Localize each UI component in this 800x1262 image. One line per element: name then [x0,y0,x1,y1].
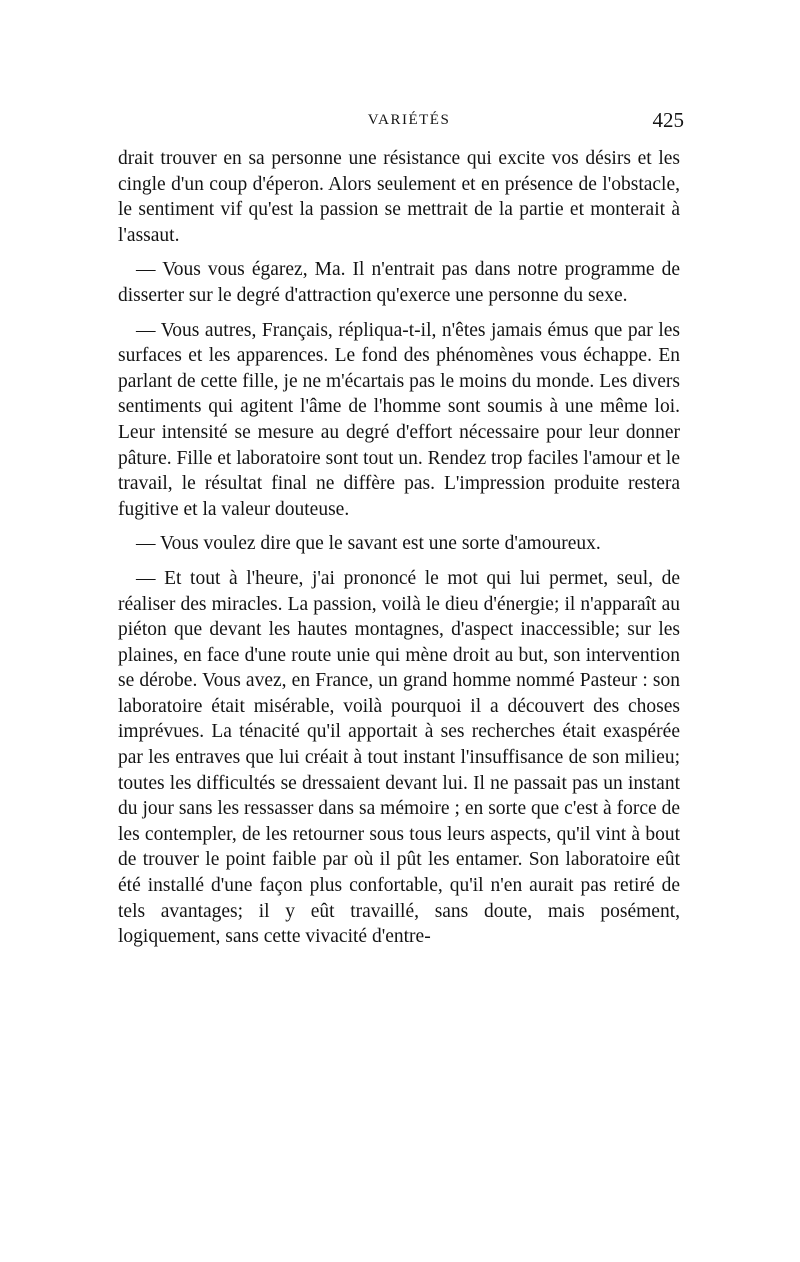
body-text [118,146,680,950]
paragraph-dialogue: — Et tout à l'heure, j'ai prononcé le mot qui lui permet, seul, de réaliser des miracles. La passion, voilà le dieu d'énergie; il n'apparaît au piéton que devant les hautes montagnes, d'aspect inaccessible; sur les plaines, en face d'une route unie qui mène droit au but, son intervention se dérobe. Vous avez, en France, un grand homme nommé Pasteur : son laboratoire était misérable, voilà pourquoi il a découvert des choses imprévues. La ténacité qu'il apportait à ses recherches était exaspérée par les entraves que lui créait à tout instant l'insuffisance de son milieu; toutes les difficultés se dressaient devant lui. Il ne passait pas un instant du jour sans les ressasser dans sa mémoire ; en sorte que c'est à force de les contempler, de les retourner sous tous leurs aspects, qu'il vint à bout de trouver le point faible par où il pût les entamer. Son laboratoire eût été installé d'une façon plus confortable, qu'il n'en aurait pas retiré de tels avantages; il y eût travaillé, sans doute, mais posément, logiquement, sans cette vivacité d'entre- [118,567,680,948]
paragraph-dialogue: — Vous voulez dire que le savant est une sorte d'amoureux. [136,533,601,555]
paragraph-dialogue: — Vous vous égarez, Ma. Il n'entrait pas dans notre programme de disserter sur le degré d'attraction qu'exerce une personne du sexe. [118,259,680,306]
paragraph-continuation: drait trouver en sa personne une résistance qui excite vos désirs et les cingle d'un coup d'éperon. Alors seulement et en présence de l'obstacle, le sentiment vif qu'est la passion se mettrait de la partie et monterait à l'assaut. [118,148,680,246]
page-number: 425 [652,108,684,132]
running-title: VARIÉTÉS [367,112,451,128]
book-page [118,108,684,950]
paragraph-dialogue: — Vous autres, Français, répliqua-t-il, n'êtes jamais émus que par les surfaces et les apparences. Le fond des phénomènes vous échappe. En parlant de cette fille, je ne m'écartais pas le moins du monde. Les divers sentiments qui agitent l'âme de l'homme sont soumis à une même loi. Leur intensité se mesure au degré d'effort nécessaire pour leur donner pâture. Fille et laboratoire sont tout un. Rendez trop faciles l'amour et le travail, le résultat final ne diffère pas. L'impression produite restera fugitive et la valeur douteuse. [118,319,680,520]
page-header [118,108,684,146]
